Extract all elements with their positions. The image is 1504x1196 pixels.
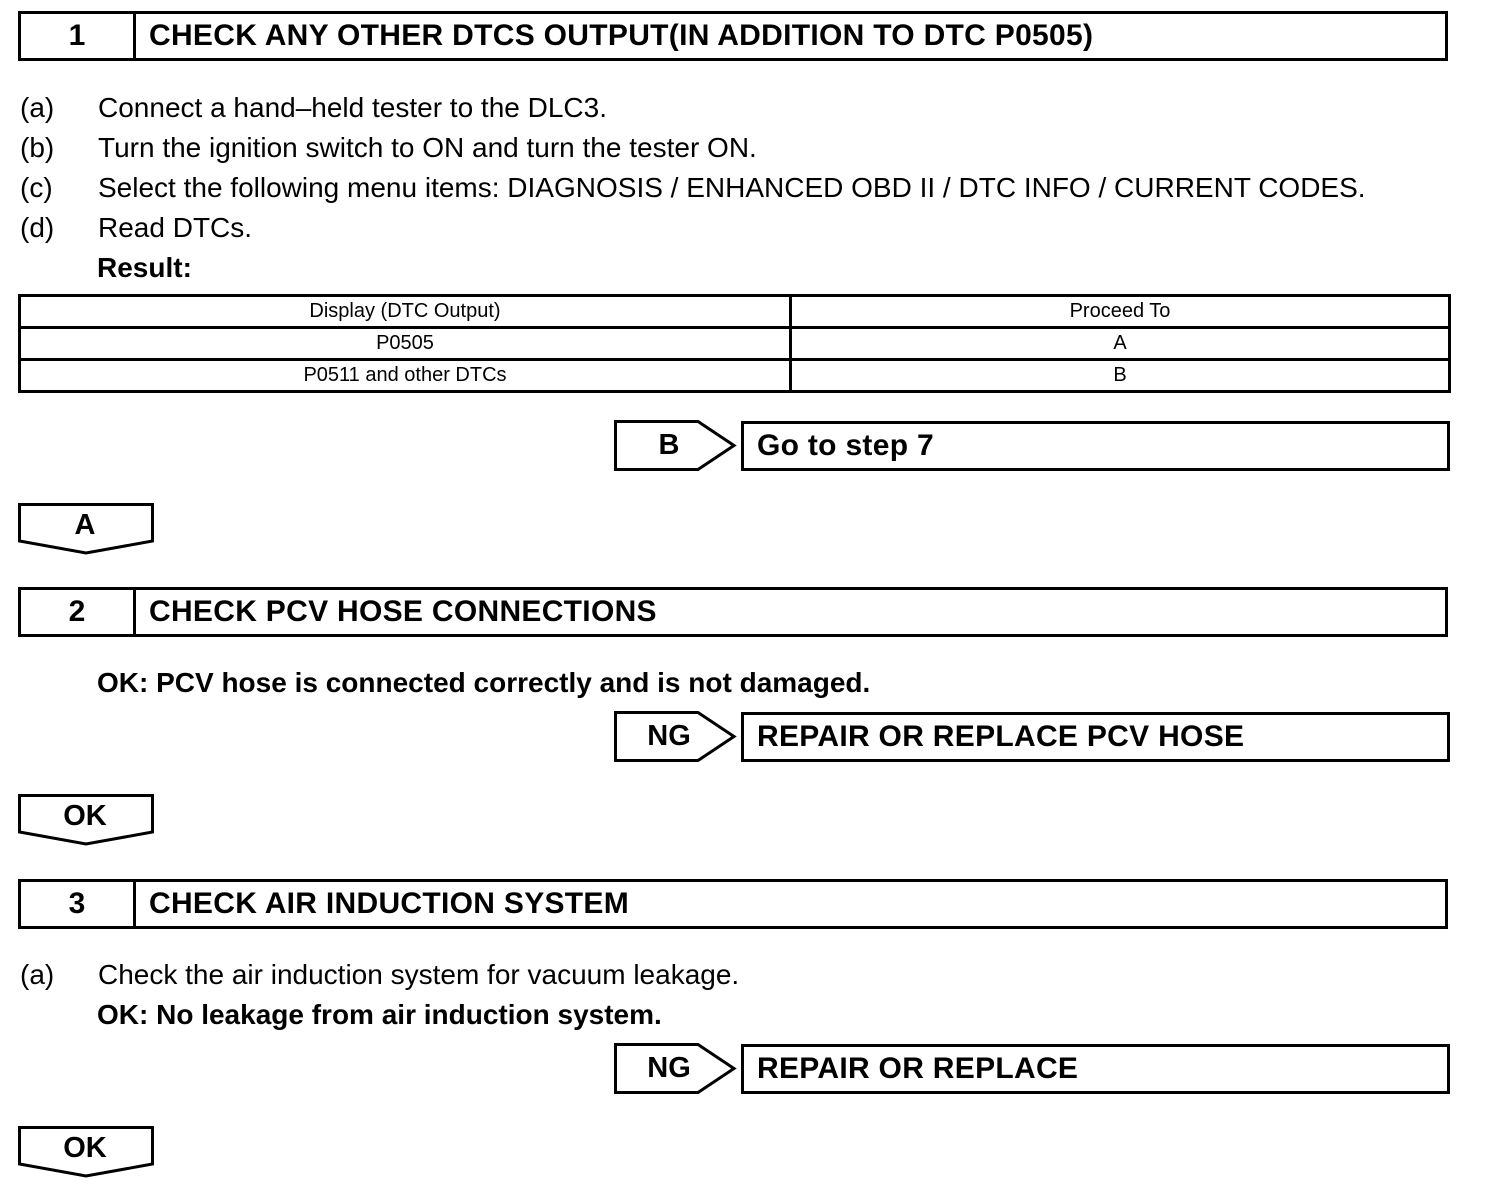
step-number: 1 <box>21 14 136 58</box>
branch-label: NG <box>647 719 691 752</box>
branch-ng-arrow <box>614 1043 738 1095</box>
continue-ok-tag <box>18 1126 156 1178</box>
branch-ng-arrow <box>614 711 738 763</box>
step-title: CHECK ANY OTHER DTCS OUTPUT(IN ADDITION TO DTC P0505) <box>149 19 1094 52</box>
step-number: 3 <box>21 882 136 926</box>
branch-label: B <box>658 428 680 461</box>
branch-action: REPAIR OR REPLACE <box>741 1044 1450 1094</box>
item-text: Select the following menu items: DIAGNOSIS / ENHANCED OBD II / DTC INFO / CURRENT CODES. <box>98 172 1366 203</box>
item-label: (b) <box>20 132 55 163</box>
result-table <box>18 294 1451 393</box>
item-label: (a) <box>20 92 55 123</box>
step-1-header <box>18 11 1448 61</box>
table-header-row <box>20 296 1450 328</box>
continue-label: OK <box>63 799 107 832</box>
table-cell: A <box>791 328 1450 360</box>
table-header-cell: Display (DTC Output) <box>20 296 791 328</box>
table-row <box>20 328 1450 360</box>
branch-action: Go to step 7 <box>741 421 1450 471</box>
item-label: (d) <box>20 212 55 243</box>
continue-label: OK <box>63 1131 107 1164</box>
continue-ok-tag <box>18 794 156 846</box>
table-cell: B <box>791 360 1450 392</box>
instruction-line <box>20 212 1500 244</box>
step-title: CHECK AIR INDUCTION SYSTEM <box>149 887 630 920</box>
item-text: Check the air induction system for vacuum leakage. <box>98 959 740 990</box>
result-label: Result: <box>97 252 192 283</box>
item-text: Connect a hand–held tester to the DLC3. <box>98 92 608 123</box>
ok-criteria: OK: No leakage from air induction system. <box>97 999 662 1030</box>
instruction-line <box>20 959 1500 991</box>
instruction-line <box>20 132 1500 164</box>
branch-action: REPAIR OR REPLACE PCV HOSE <box>741 712 1450 762</box>
branch-b-arrow <box>614 420 738 472</box>
branch-label: NG <box>647 1051 691 1084</box>
instruction-line <box>20 172 1500 204</box>
instruction-line <box>20 92 1500 124</box>
table-header-cell: Proceed To <box>791 296 1450 328</box>
step-3-header <box>18 879 1448 929</box>
table-cell: P0505 <box>20 328 791 360</box>
step-2-header <box>18 587 1448 637</box>
item-text: Read DTCs. <box>98 212 253 243</box>
item-label: (a) <box>20 959 55 990</box>
continue-label: A <box>74 508 96 541</box>
item-label: (c) <box>20 172 53 203</box>
step-number: 2 <box>21 590 136 634</box>
continue-a-tag <box>18 503 156 555</box>
table-row <box>20 360 1450 392</box>
ok-criteria: OK: PCV hose is connected correctly and is not damaged. <box>97 667 871 698</box>
step-title: CHECK PCV HOSE CONNECTIONS <box>149 595 657 628</box>
item-text: Turn the ignition switch to ON and turn the tester ON. <box>98 132 757 163</box>
table-cell: P0511 and other DTCs <box>20 360 791 392</box>
